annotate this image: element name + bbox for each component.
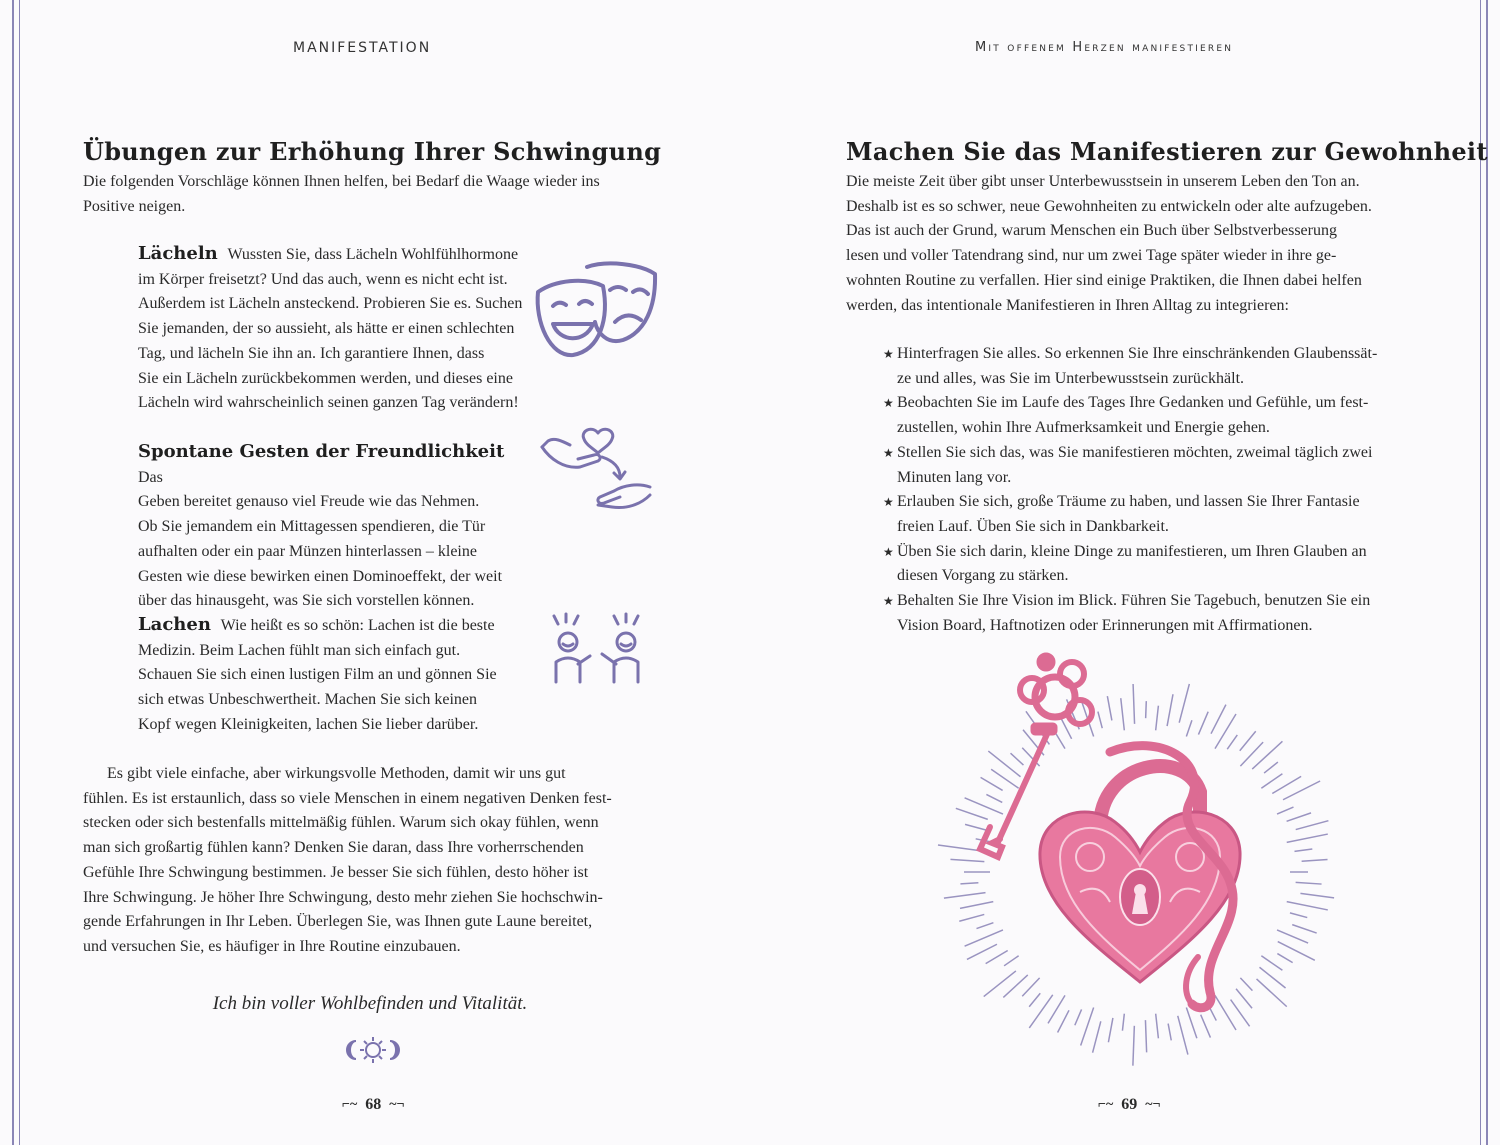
flourish-icon: ⌐~ bbox=[1098, 1097, 1114, 1112]
ray-line bbox=[1211, 705, 1226, 734]
ray-line bbox=[1292, 925, 1316, 933]
text-line: Sie ein Lächeln zurückbekommen werden, und dieses eine bbox=[138, 369, 513, 387]
ray-line bbox=[986, 951, 1008, 964]
text-line: Behalten Sie Ihre Vision im Blick. Führen Sie Tagebuch, benutzen Sie ein bbox=[897, 592, 1371, 610]
ray-line bbox=[1178, 1016, 1188, 1055]
intro-paragraph-right bbox=[846, 170, 1446, 318]
text-line: sich etwas Unbeschwertheit. Machen Sie sich keinen bbox=[138, 691, 478, 709]
ray-line bbox=[1287, 834, 1328, 842]
ray-line bbox=[944, 893, 986, 899]
ray-line bbox=[1296, 821, 1329, 830]
ray-line bbox=[1201, 1015, 1211, 1038]
text-line: Gesten wie diese bewirken einen Dominoeffekt, der weit bbox=[138, 567, 503, 585]
ray-line bbox=[967, 944, 997, 959]
page-number-text: 69 bbox=[1121, 1096, 1138, 1113]
page-border-left bbox=[12, 0, 20, 1145]
ray-line bbox=[1198, 712, 1208, 735]
ray-line bbox=[1156, 1014, 1159, 1039]
text-line: über das hinausgeht, was Sie sich vorstellen können. bbox=[138, 592, 475, 610]
moon-phases-icon bbox=[348, 1035, 398, 1065]
section-title-right: Machen Sie das Manifestieren zur Gewohnheit bbox=[846, 137, 1488, 166]
text-line: Die folgenden Vorschläge können Ihnen helfen, bei Bedarf die Waage wieder ins bbox=[83, 173, 600, 190]
ray-line bbox=[1186, 720, 1192, 736]
text-line: lesen und voller Tatendrang sind, nur um zwei Tage später wieder in ihre ge- bbox=[846, 247, 1337, 265]
text-line: man sich großartig fühlen kann? Denken Sie daran, dass Ihre vorherrschenden bbox=[83, 839, 584, 857]
ray-line bbox=[1168, 1024, 1171, 1041]
exercise-heading: Spontane Gesten der Freundlichkeit bbox=[138, 441, 505, 462]
text-line: Gefühle Ihre Schwingung bestimmen. Je besser Sie sich fühlen, desto höher ist bbox=[83, 863, 589, 881]
ray-line bbox=[1272, 776, 1301, 793]
ray-line bbox=[956, 808, 988, 819]
ray-line bbox=[965, 930, 1003, 946]
ray-line bbox=[1022, 978, 1039, 996]
ray-line bbox=[1277, 954, 1292, 963]
affirmation: Ich bin voller Wohlbefinden und Vitalität. bbox=[212, 993, 528, 1014]
text-line: im Körper freisetzt? Und das auch, wenn es nicht echt ist. bbox=[138, 270, 508, 288]
page-number-right bbox=[1098, 1096, 1161, 1114]
ray-line bbox=[1146, 701, 1147, 718]
exercise-heading: Lachen bbox=[138, 614, 211, 635]
list-item bbox=[883, 391, 1423, 440]
flourish-icon: ~¬ bbox=[389, 1097, 405, 1112]
page-number-left bbox=[342, 1096, 405, 1114]
list-item bbox=[883, 490, 1423, 539]
heart-lock-and-key-icon bbox=[960, 652, 1320, 1032]
ray-line bbox=[1075, 1009, 1082, 1025]
text-line: wohnten Routine zu verfallen. Hier sind einige Praktiken, die Ihnen dabei helfen bbox=[846, 271, 1362, 289]
text-line: Beobachten Sie im Laufe des Tages Ihre Gedanken und Gefühle, um fest- bbox=[897, 394, 1369, 412]
giving-hands-heart-icon bbox=[540, 425, 652, 509]
text-line: Lächeln wird wahrscheinlich seinen ganzen Tag verändern! bbox=[138, 394, 519, 412]
text-line: werden, das intentionale Manifestieren in Ihren Alltag zu integrieren: bbox=[846, 296, 1289, 314]
ray-line bbox=[1294, 849, 1312, 851]
ray-line bbox=[1296, 882, 1322, 884]
text-line: und versuchen Sie, es häufiger in Ihre Routine einzubauen. bbox=[83, 937, 461, 955]
ray-line bbox=[960, 883, 978, 884]
star-icon: ★ bbox=[883, 445, 894, 460]
star-icon: ★ bbox=[883, 594, 894, 609]
body-paragraph-left bbox=[83, 762, 683, 960]
text-line: Ob Sie jemandem ein Mittagessen spendieren, die Tür bbox=[138, 518, 486, 536]
ray-line bbox=[1252, 741, 1282, 769]
ray-line bbox=[1081, 1008, 1094, 1046]
flourish-icon: ⌐~ bbox=[342, 1097, 358, 1112]
ray-line bbox=[1029, 993, 1040, 1006]
ray-line bbox=[1179, 684, 1189, 723]
text-line: Die meiste Zeit über gibt unser Unterbewusstsein in unserem Leben den Ton an. bbox=[846, 173, 1360, 190]
text-line: Vision Board, Haftnotizen oder Erinnerungen mit Affirmationen. bbox=[897, 616, 1313, 634]
ray-line bbox=[988, 751, 1020, 777]
text-line: Hinterfragen Sie alles. So erkennen Sie Ihre einschränkenden Glaubenssät- bbox=[897, 345, 1378, 362]
text-line: zustellen, wohin Ihre Aufmerksamkeit und Energie gehen. bbox=[897, 419, 1270, 437]
ray-line bbox=[1133, 1026, 1134, 1066]
ray-line bbox=[1302, 860, 1328, 862]
list-item bbox=[883, 441, 1423, 490]
list-item bbox=[883, 540, 1423, 589]
exercise-smile bbox=[138, 242, 558, 416]
ray-line bbox=[1093, 1021, 1101, 1052]
text-line: Das ist auch der Grund, warum Menschen ein Buch über Selbstverbesserung bbox=[846, 222, 1337, 240]
star-icon: ★ bbox=[883, 396, 894, 411]
ray-line bbox=[1004, 956, 1019, 966]
ray-line bbox=[1240, 978, 1252, 991]
ray-line bbox=[1240, 731, 1256, 750]
ray-line bbox=[1287, 902, 1328, 910]
text-line: Schauen Sie sich einen lustigen Film an und gönnen Sie bbox=[138, 666, 497, 684]
star-icon: ★ bbox=[883, 347, 894, 361]
theater-masks-icon bbox=[535, 262, 657, 357]
ray-line bbox=[1133, 684, 1134, 724]
intro-paragraph-left bbox=[83, 170, 600, 219]
text-line: Das bbox=[138, 468, 163, 486]
list-item bbox=[883, 589, 1423, 638]
ray-line bbox=[984, 971, 1016, 997]
ray-line bbox=[960, 902, 993, 909]
ray-line bbox=[1231, 1000, 1250, 1027]
ray-line bbox=[1029, 995, 1052, 1028]
exercise-heading: Lächeln bbox=[138, 243, 218, 264]
text-line: Deshalb ist es so schwer, neue Gewohnheiten zu entwickeln oder alte aufzugeben. bbox=[846, 197, 1372, 215]
flourish-icon: ~¬ bbox=[1145, 1097, 1161, 1112]
text-line: Wie heißt es so schön: Lachen ist die beste bbox=[220, 617, 495, 634]
text-line: Positive neigen. bbox=[83, 197, 186, 215]
ray-line bbox=[1261, 956, 1282, 971]
ray-line bbox=[1264, 762, 1278, 773]
text-line: ze und alles, was Sie im Unterbewusstsein zurückhält. bbox=[897, 369, 1245, 387]
ray-line bbox=[1058, 1010, 1069, 1032]
list-item bbox=[883, 342, 1423, 391]
ray-line bbox=[1257, 979, 1287, 1007]
text-line: aufhalten oder ein paar Münzen hinterlassen – kleine bbox=[138, 542, 477, 560]
text-line: Es gibt viele einfache, aber wirkungsvolle Methoden, damit wir uns gut bbox=[107, 765, 566, 782]
ray-line bbox=[1122, 1014, 1124, 1031]
text-line: Üben Sie sich darin, kleine Dinge zu manifestieren, um Ihren Glauben an bbox=[897, 542, 1367, 560]
text-line: Geben bereitet genauso viel Freude wie das Nehmen. bbox=[138, 493, 480, 511]
exercise-laughing bbox=[138, 613, 538, 738]
text-line: Stellen Sie sich das, was Sie manifestieren möchten, zweimal täglich zwei bbox=[897, 443, 1373, 461]
ray-line bbox=[1167, 694, 1173, 726]
text-line: Außerdem ist Lächeln ansteckend. Probieren Sie es. Suchen bbox=[138, 295, 523, 313]
ray-line bbox=[981, 777, 1003, 790]
text-line: Tag, und lächeln Sie ihn an. Ich garantiere Ihnen, dass bbox=[138, 344, 485, 362]
exercise-kindness bbox=[138, 440, 538, 614]
ray-line bbox=[1236, 989, 1252, 1008]
right-page bbox=[750, 0, 1500, 1145]
ray-line bbox=[1290, 913, 1307, 918]
ray-line bbox=[1227, 735, 1237, 749]
text-line: stecken oder sich bestenfalls mittelmäßig fühlen. Warum sich okay fühlen, wenn bbox=[83, 814, 599, 832]
ray-line bbox=[976, 923, 993, 929]
ray-line bbox=[950, 859, 984, 861]
text-line: Minuten lang vor. bbox=[897, 468, 1012, 486]
text-line: Ihre Schwingung. Je höher Ihre Schwingung, desto mehr ziehen Sie hochschwin- bbox=[83, 888, 603, 906]
section-title-left: Übungen zur Erhöhung Ihrer Schwingung bbox=[83, 137, 662, 166]
page-border-right bbox=[1480, 0, 1488, 1145]
text-line: Sie jemanden, der so aussieht, als hätte er einen schlechten bbox=[138, 320, 515, 338]
ray-line bbox=[1145, 1020, 1146, 1052]
ray-line bbox=[1215, 995, 1236, 1030]
ray-line bbox=[959, 914, 984, 921]
ray-line bbox=[1261, 774, 1282, 789]
ray-line bbox=[1107, 696, 1112, 720]
practice-list bbox=[883, 342, 1423, 638]
text-line: freien Lauf. Üben Sie sich in Dankbarkeit. bbox=[897, 517, 1169, 535]
ray-line bbox=[1287, 813, 1311, 821]
text-line: diesen Vorgang zu stärken. bbox=[897, 567, 1069, 585]
ray-line bbox=[938, 845, 980, 851]
star-icon: ★ bbox=[883, 495, 894, 510]
ray-line bbox=[1011, 753, 1024, 765]
page-number-text: 68 bbox=[365, 1096, 382, 1113]
text-line: Erlauben Sie sich, große Träume zu haben, und lassen Sie Ihrer Fantasie bbox=[897, 493, 1360, 511]
ray-line bbox=[1156, 706, 1159, 731]
text-line: gende Erfahrungen in Ihr Leben. Überlegen Sie, was Ihnen gute Laune bereitet, bbox=[83, 913, 593, 931]
ray-line bbox=[1121, 698, 1125, 730]
text-line: Medizin. Beim Lachen fühlt man sich einfach gut. bbox=[138, 641, 461, 659]
ray-line bbox=[1186, 1008, 1197, 1039]
star-icon: ★ bbox=[883, 544, 894, 559]
text-line: fühlen. Es ist erstaunlich, dass so viele Menschen in einem negativen Denken fest- bbox=[83, 789, 612, 807]
ray-line bbox=[986, 794, 1002, 802]
ray-line bbox=[1300, 893, 1334, 897]
laughing-people-icon bbox=[548, 612, 644, 688]
running-head-left: MANIFESTATION bbox=[293, 40, 432, 56]
ray-line bbox=[1277, 930, 1308, 943]
running-head-right: Mit offenem Herzen manifestieren bbox=[975, 40, 1234, 55]
ray-line bbox=[1108, 1018, 1113, 1042]
ray-line bbox=[1277, 807, 1293, 814]
ray-line bbox=[1048, 995, 1065, 1023]
ray-line bbox=[1056, 734, 1065, 749]
text-line: Wussten Sie, dass Lächeln Wohlfühlhormone bbox=[227, 246, 519, 263]
text-line: Kopf wegen Kleinigkeiten, lachen Sie lieber darüber. bbox=[138, 715, 479, 733]
ray-line bbox=[1098, 712, 1102, 729]
